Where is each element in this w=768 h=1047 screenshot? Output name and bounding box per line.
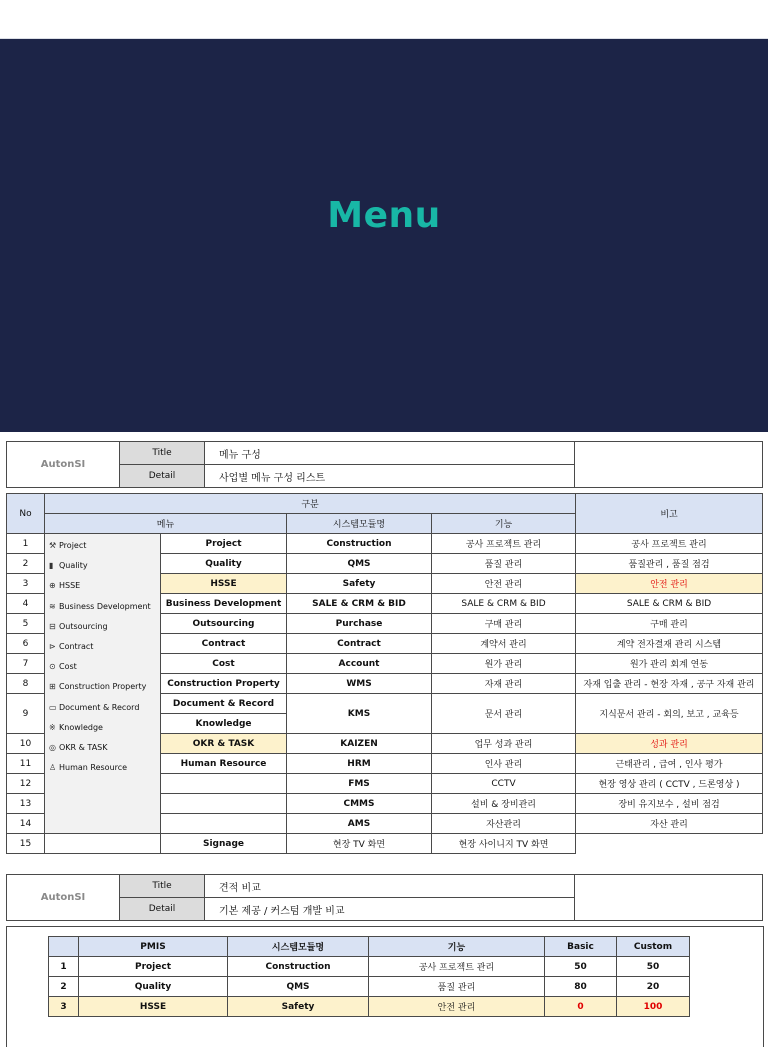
menu-item[interactable] bbox=[49, 758, 160, 778]
row-remark: 구매 관리 bbox=[576, 614, 763, 634]
row-func: 원가 관리 bbox=[432, 654, 576, 674]
row-func: 공사 프로젝트 관리 bbox=[432, 534, 576, 554]
row-menu bbox=[161, 774, 287, 794]
cart-icon: ⊟ bbox=[49, 621, 56, 631]
menu-item[interactable] bbox=[49, 617, 160, 637]
row-remark: 자재 입출 관리 - 현장 자재 , 공구 자재 관리 bbox=[576, 674, 763, 694]
header-group: 구분 bbox=[45, 494, 576, 514]
menu-item-label: Business Development bbox=[59, 601, 151, 611]
row-no: 12 bbox=[7, 774, 45, 794]
price-basic: 0 bbox=[545, 997, 617, 1017]
header-menu: 메뉴 bbox=[45, 514, 287, 534]
row-no: 8 bbox=[7, 674, 45, 694]
target-icon: ◎ bbox=[49, 742, 56, 752]
row-menu bbox=[161, 814, 287, 834]
row-remark: 현장 사이니지 TV 화면 bbox=[432, 834, 576, 854]
price-basic: 50 bbox=[545, 957, 617, 977]
row-remark: 근태관리 , 급여 , 인사 평가 bbox=[576, 754, 763, 774]
row-menu bbox=[161, 794, 287, 814]
info-header-table-2 bbox=[6, 874, 763, 921]
info-header-table bbox=[6, 441, 763, 488]
business-icon: ≋ bbox=[49, 601, 56, 611]
row-func: 설비 & 장비관리 bbox=[432, 794, 576, 814]
row-module: SALE & CRM & BID bbox=[287, 594, 432, 614]
row-no: 14 bbox=[7, 814, 45, 834]
row-module: Contract bbox=[287, 634, 432, 654]
price-pmis: HSSE bbox=[79, 997, 228, 1017]
price-module: Construction bbox=[228, 957, 369, 977]
page-title: Menu bbox=[327, 195, 441, 236]
row-no: 6 bbox=[7, 634, 45, 654]
price-custom: 100 bbox=[617, 997, 690, 1017]
info-blank-cell bbox=[575, 875, 763, 921]
menu-item[interactable] bbox=[49, 637, 160, 657]
price-header-custom: Custom bbox=[617, 937, 690, 957]
price-module: Safety bbox=[228, 997, 369, 1017]
row-no: 2 bbox=[7, 554, 45, 574]
row-menu: Business Development bbox=[161, 594, 287, 614]
row-module: KMS bbox=[287, 694, 432, 734]
row-module: Construction bbox=[287, 534, 432, 554]
header-func: 기능 bbox=[432, 514, 576, 534]
menu-item[interactable] bbox=[49, 718, 160, 738]
row-no: 4 bbox=[7, 594, 45, 614]
title-value: 메뉴 구성 bbox=[205, 442, 575, 465]
header-module: 시스템모듈명 bbox=[287, 514, 432, 534]
menu-table bbox=[6, 493, 763, 854]
row-menu bbox=[45, 834, 161, 854]
row-no: 1 bbox=[7, 534, 45, 554]
detail-label: Detail bbox=[120, 465, 205, 488]
menu-item[interactable] bbox=[49, 738, 160, 758]
price-func: 품질 관리 bbox=[369, 977, 545, 997]
row-remark: 계약 전자결재 관리 시스템 bbox=[576, 634, 763, 654]
row-no: 3 bbox=[7, 574, 45, 594]
row-module: CMMS bbox=[287, 794, 432, 814]
row-menu: Quality bbox=[161, 554, 287, 574]
menu-item[interactable] bbox=[49, 677, 160, 697]
price-no: 1 bbox=[49, 957, 79, 977]
row-no: 9 bbox=[7, 694, 45, 734]
detail-label: Detail bbox=[120, 898, 205, 921]
row-module: FMS bbox=[287, 774, 432, 794]
price-header-pmis: PMIS bbox=[79, 937, 228, 957]
row-module: AMS bbox=[287, 814, 432, 834]
detail-value: 사업별 메뉴 구성 리스트 bbox=[205, 465, 575, 488]
menu-list bbox=[45, 534, 160, 778]
contract-icon: ⊳ bbox=[49, 641, 56, 651]
row-module: Purchase bbox=[287, 614, 432, 634]
brand-label: AutonSI bbox=[7, 875, 120, 921]
detail-value: 기본 제공 / 커스텀 개발 비교 bbox=[205, 898, 575, 921]
row-menu: Human Resource bbox=[161, 754, 287, 774]
row-module: HRM bbox=[287, 754, 432, 774]
price-row bbox=[49, 957, 690, 977]
row-remark: 지식문서 관리 - 회의, 보고 , 교육등 bbox=[576, 694, 763, 734]
header-remark: 비고 bbox=[576, 494, 763, 534]
row-menu: Construction Property bbox=[161, 674, 287, 694]
cost-icon: ⊙ bbox=[49, 662, 56, 672]
folder-icon: ▭ bbox=[49, 702, 57, 712]
menu-item[interactable] bbox=[49, 556, 160, 576]
menu-item-label: OKR & TASK bbox=[59, 742, 108, 752]
row-func: SALE & CRM & BID bbox=[432, 594, 576, 614]
row-remark: 장비 유지보수 , 설비 점검 bbox=[576, 794, 763, 814]
title-label: Title bbox=[120, 442, 205, 465]
price-func: 공사 프로젝트 관리 bbox=[369, 957, 545, 977]
row-func: CCTV bbox=[432, 774, 576, 794]
table-row bbox=[7, 834, 763, 854]
price-no: 3 bbox=[49, 997, 79, 1017]
hsse-icon: ⊕ bbox=[49, 581, 56, 591]
row-menu: Outsourcing bbox=[161, 614, 287, 634]
row-menu: Cost bbox=[161, 654, 287, 674]
row-remark: SALE & CRM & BID bbox=[576, 594, 763, 614]
menu-item-label: Outsourcing bbox=[59, 621, 108, 631]
row-menu: OKR & TASK bbox=[161, 734, 287, 754]
project-icon: ⚒ bbox=[49, 541, 57, 550]
row-menu: HSSE bbox=[161, 574, 287, 594]
row-menu: Document & Record bbox=[161, 694, 287, 714]
row-func: 자재 관리 bbox=[432, 674, 576, 694]
price-pmis: Project bbox=[79, 957, 228, 977]
row-no: 15 bbox=[7, 834, 45, 854]
menu-item[interactable] bbox=[49, 657, 160, 677]
info-blank-cell bbox=[575, 442, 763, 488]
menu-item-label: Cost bbox=[59, 662, 77, 672]
row-remark: 자산 관리 bbox=[576, 814, 763, 834]
row-module: KAIZEN bbox=[287, 734, 432, 754]
row-remark: 원가 관리 회계 연동 bbox=[576, 654, 763, 674]
row-func: 품질 관리 bbox=[432, 554, 576, 574]
price-row bbox=[49, 997, 690, 1017]
row-module: WMS bbox=[287, 674, 432, 694]
row-module: QMS bbox=[287, 554, 432, 574]
row-no: 7 bbox=[7, 654, 45, 674]
row-remark: 현장 영상 관리 ( CCTV , 드론영상 ) bbox=[576, 774, 763, 794]
row-func: 현장 TV 화면 bbox=[287, 834, 432, 854]
menu-item-label: Knowledge bbox=[59, 722, 103, 732]
price-basic: 80 bbox=[545, 977, 617, 997]
menu-item-label: Construction Property bbox=[59, 682, 147, 692]
menu-item-label: Human Resource bbox=[59, 763, 128, 773]
brand-label: AutonSI bbox=[7, 442, 120, 488]
header-no: No bbox=[7, 494, 45, 534]
row-func: 계약서 관리 bbox=[432, 634, 576, 654]
pricing-table bbox=[48, 936, 690, 1017]
hero-banner bbox=[0, 39, 768, 432]
menu-item[interactable] bbox=[49, 597, 160, 617]
title-value: 견적 비교 bbox=[205, 875, 575, 898]
row-no: 13 bbox=[7, 794, 45, 814]
row-func: 문서 관리 bbox=[432, 694, 576, 734]
row-menu: Project bbox=[161, 534, 287, 554]
title-label: Title bbox=[120, 875, 205, 898]
menu-item[interactable] bbox=[49, 576, 160, 596]
row-menu: Contract bbox=[161, 634, 287, 654]
menu-item-label: Document & Record bbox=[59, 702, 140, 712]
price-pmis: Quality bbox=[79, 977, 228, 997]
menu-item-label: HSSE bbox=[59, 581, 81, 591]
row-menu: Knowledge bbox=[161, 714, 287, 734]
menu-item[interactable] bbox=[49, 698, 160, 718]
price-header-func: 기능 bbox=[369, 937, 545, 957]
price-no: 2 bbox=[49, 977, 79, 997]
row-module: Safety bbox=[287, 574, 432, 594]
price-row bbox=[49, 977, 690, 997]
price-header-module: 시스템모듈명 bbox=[228, 937, 369, 957]
price-header-basic: Basic bbox=[545, 937, 617, 957]
row-no: 10 bbox=[7, 734, 45, 754]
sidebar-menu-preview bbox=[45, 534, 161, 834]
menu-item-label: Contract bbox=[59, 641, 94, 651]
price-custom: 50 bbox=[617, 957, 690, 977]
menu-item-label: Project bbox=[59, 541, 87, 550]
person-icon: ♙ bbox=[49, 763, 57, 773]
price-header-blank bbox=[49, 937, 79, 957]
price-module: QMS bbox=[228, 977, 369, 997]
row-module: Signage bbox=[161, 834, 287, 854]
row-func: 안전 관리 bbox=[432, 574, 576, 594]
row-module: Account bbox=[287, 654, 432, 674]
menu-item[interactable] bbox=[49, 536, 160, 556]
menu-item-label: Quality bbox=[59, 561, 88, 571]
row-no: 11 bbox=[7, 754, 45, 774]
row-remark: 안전 관리 bbox=[576, 574, 763, 594]
row-func: 업무 성과 관리 bbox=[432, 734, 576, 754]
row-func: 자산관리 bbox=[432, 814, 576, 834]
price-custom: 20 bbox=[617, 977, 690, 997]
row-no: 5 bbox=[7, 614, 45, 634]
knowledge-icon: ※ bbox=[49, 722, 56, 732]
row-remark: 품질관리 , 품질 점검 bbox=[576, 554, 763, 574]
price-func: 안전 관리 bbox=[369, 997, 545, 1017]
quality-icon: ▮ bbox=[49, 561, 54, 571]
row-remark: 공사 프로젝트 관리 bbox=[576, 534, 763, 554]
row-remark: 성과 관리 bbox=[576, 734, 763, 754]
table-row bbox=[7, 534, 763, 554]
building-icon: ⊞ bbox=[49, 682, 56, 692]
top-bar bbox=[0, 0, 768, 39]
row-func: 인사 관리 bbox=[432, 754, 576, 774]
row-func: 구매 관리 bbox=[432, 614, 576, 634]
